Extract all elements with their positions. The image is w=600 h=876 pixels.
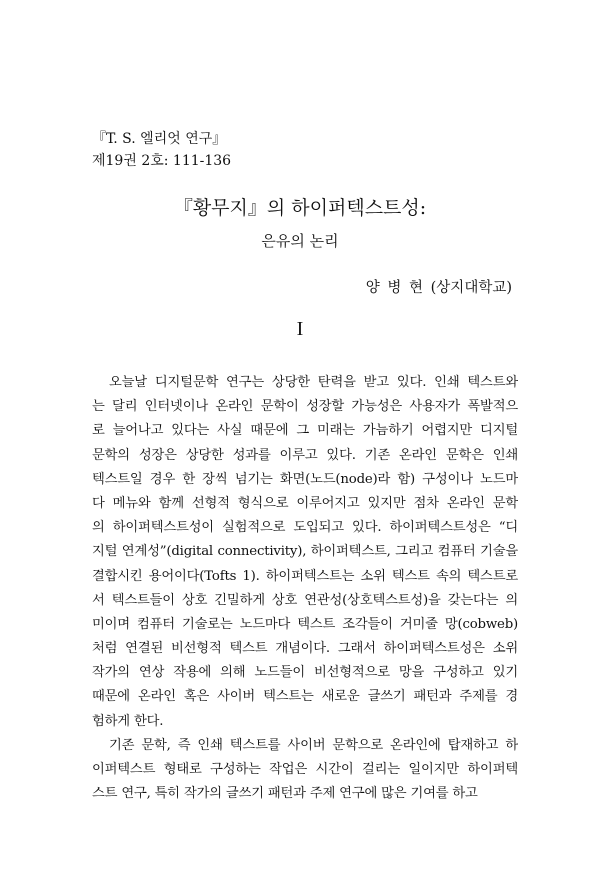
text-line: 서 텍스트들이 상호 긴밀하게 상호 연관성(상호텍스트성)을 갖는다는 의: [92, 592, 518, 608]
text-line: 문학의 성장은 상당한 성과를 이루고 있다. 기존 온라인 문학은 인쇄: [92, 447, 518, 463]
journal-header: [92, 128, 231, 172]
journal-issue: 제19권 2호: 111-136: [92, 153, 232, 169]
text-line: 이퍼텍스트 형태로 구성하는 작업은 시간이 걸리는 일이지만 하이퍼텍: [92, 762, 518, 777]
text-line: 오늘날 디지털문학 연구는 상당한 탄력을 받고 있다. 인쇄 텍스트와: [109, 375, 518, 390]
text-line: 스트 연구, 특히 작가의 글쓰기 패턴과 주제 연구에 많은 기여를 하고: [92, 786, 478, 802]
text-line: 미이며 컴퓨터 기술로는 노드마다 텍스트 조각들이 거미줄 망(cobweb): [92, 616, 518, 632]
paper-subtitle: 은유의 논리: [261, 232, 339, 250]
text-line: 때문에 온라인 혹은 사이버 텍스트는 새로운 글쓰기 패턴과 주제를 경: [92, 689, 518, 705]
paper-title: 『황무지』의 하이퍼텍스트성:: [173, 197, 427, 219]
section-heading: I: [296, 318, 304, 340]
text-line: 텍스트일 경우 한 장씩 넘기는 화면(노드(node)라 함) 구성이나 노드마: [92, 471, 518, 487]
text-line: 로 늘어나고 있다는 사실 때문에 그 미래는 가늠하기 어렵지만 디지털: [92, 423, 518, 439]
paragraph: [92, 734, 518, 807]
body-text: [92, 371, 518, 806]
text-line: 기존 문학, 즉 인쇄 텍스트를 사이버 문학으로 온라인에 탑재하고 하: [109, 737, 518, 753]
text-line: 의 하이퍼텍스트성이 실험적으로 도입되고 있다. 하이퍼텍스트성은 “디: [92, 520, 518, 536]
journal-name: 『T. S. 엘리엇 연구』: [92, 131, 227, 147]
author-affiliation: 양 병 현 (상지대학교): [365, 280, 512, 296]
text-line: 는 달리 인터넷이나 온라인 문학이 성장할 가능성은 사용자가 폭발적으: [92, 399, 518, 415]
text-line: 험하게 한다.: [92, 713, 164, 729]
paragraph: [92, 371, 518, 734]
text-line: 다 메뉴와 함께 선형적 형식으로 이루어지고 있지만 점차 온라인 문학: [92, 495, 518, 511]
text-line: 지털 연계성”(digital connectivity), 하이퍼텍스트, 그리고 컴퓨터 기술을: [92, 544, 518, 560]
text-line: 처럼 연결된 비선형적 텍스트 개념이다. 그래서 하이퍼텍스트성은 소위: [92, 641, 518, 657]
text-line: 결합시킨 용어이다(Tofts 1). 하이퍼텍스트는 소위 텍스트 속의 텍스트로: [92, 568, 518, 584]
text-line: 작가의 연상 작용에 의해 노드들이 비선형적으로 망을 구성하고 있기: [92, 665, 518, 681]
